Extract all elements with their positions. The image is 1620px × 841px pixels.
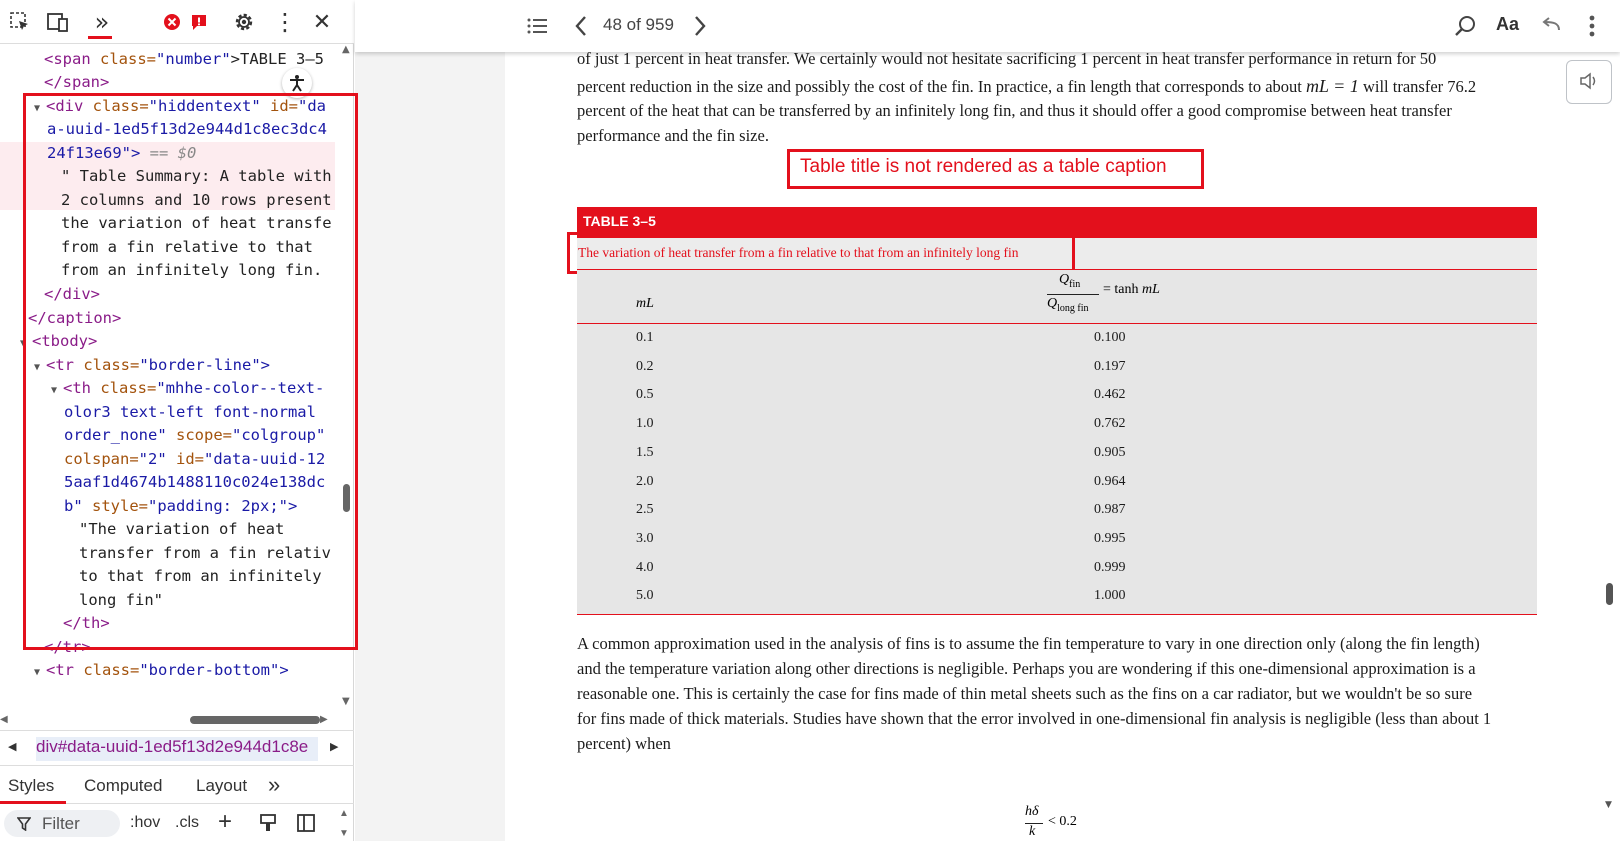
reader-scrollbar-thumb[interactable] bbox=[1606, 583, 1613, 605]
dom-line[interactable]: transfer from a fin relativ bbox=[79, 544, 331, 562]
scroll-left-arrow-icon[interactable]: ◀ bbox=[0, 714, 8, 725]
back-arrow-icon[interactable] bbox=[1541, 16, 1561, 34]
dom-tree-horizontal-scrollbar[interactable] bbox=[0, 713, 340, 727]
cell-ml-value: 0.1 bbox=[636, 330, 654, 345]
font-settings-button[interactable]: Aa bbox=[1496, 14, 1520, 34]
dom-line[interactable]: to that from an infinitely bbox=[79, 567, 322, 585]
cell-ratio-value: 0.964 bbox=[1094, 473, 1126, 489]
active-tab-underline bbox=[88, 36, 112, 39]
toggle-sidebar-icon[interactable] bbox=[296, 813, 316, 833]
dom-line[interactable]: ▼ <th class="mhhe-color--text- bbox=[51, 379, 325, 397]
table-row bbox=[577, 381, 1537, 410]
dom-annotation-box bbox=[23, 93, 358, 650]
page-gutter bbox=[355, 52, 505, 841]
styles-scroll-up-icon[interactable]: ▲ bbox=[339, 808, 349, 819]
annotation-label: Table title is not rendered as a table caption bbox=[800, 156, 1167, 177]
dom-line[interactable]: </tr> bbox=[44, 638, 91, 656]
speaker-icon bbox=[1579, 72, 1599, 90]
table-row bbox=[577, 324, 1537, 353]
dom-line[interactable]: from an infinitely long fin. bbox=[61, 261, 323, 279]
breadcrumb-right-arrow-icon[interactable]: ▶ bbox=[330, 741, 339, 753]
dom-line[interactable]: 5aaf1d4674b1488110c024e138dc bbox=[64, 473, 326, 491]
dom-line[interactable]: 2 columns and 10 rows present bbox=[61, 191, 332, 209]
search-icon[interactable] bbox=[1453, 14, 1477, 38]
cell-ml-value: 1.5 bbox=[636, 444, 654, 460]
horizontal-scrollbar-thumb[interactable] bbox=[190, 716, 320, 724]
caption-annotation-box bbox=[567, 232, 1075, 274]
cell-ratio-value: 0.462 bbox=[1094, 387, 1126, 403]
body-text-line: performance and the fin size. bbox=[577, 126, 769, 145]
cell-ratio-value: 0.100 bbox=[1094, 330, 1126, 345]
dom-line[interactable]: ▼ <tr class="border-line"> bbox=[34, 356, 270, 374]
cell-ml-value: 0.5 bbox=[636, 387, 654, 403]
dom-line[interactable]: </span> bbox=[44, 73, 110, 91]
body-text-line: of just 1 percent in heat transfer. We certainly would not hesitate sacrificing 1 percent in heat transfer performance in return for 50 bbox=[577, 52, 1437, 68]
read-aloud-button[interactable] bbox=[1566, 60, 1612, 104]
reader-scroll-down-icon[interactable]: ▼ bbox=[1605, 800, 1612, 810]
cell-ratio-value: 0.762 bbox=[1094, 416, 1126, 432]
body-text-line: percent) when bbox=[577, 734, 671, 753]
styles-pane-tabs bbox=[0, 768, 354, 804]
body-text-line: for fins made of thick materials. Studies have shown that the error involved in one-dimensional fin analysis is negligible (less than about 1 bbox=[577, 709, 1492, 728]
cell-ml-value: 0.2 bbox=[636, 358, 654, 374]
dom-line[interactable]: the variation of heat transfe bbox=[61, 214, 332, 232]
table-row bbox=[577, 554, 1537, 583]
scroll-right-arrow-icon[interactable]: ▶ bbox=[320, 714, 328, 725]
cell-ratio-value: 0.995 bbox=[1094, 530, 1126, 546]
table-row bbox=[577, 410, 1537, 439]
element-breadcrumb-bar bbox=[0, 730, 354, 766]
dom-line[interactable]: <span class="number">TABLE 3–5 bbox=[44, 50, 324, 68]
table-caption: The variation of heat transfer from a fin relative to that from an infinitely long fin bbox=[578, 245, 1019, 260]
styles-filter-bar bbox=[0, 806, 354, 841]
dom-line[interactable]: long fin" bbox=[79, 591, 163, 609]
tab-styles[interactable]: Styles bbox=[8, 776, 55, 795]
breadcrumb[interactable]: div#data-uuid-1ed5f13d2e944d1c8e bbox=[36, 737, 318, 761]
dom-line[interactable]: "The variation of heat bbox=[79, 520, 285, 538]
tab-computed[interactable]: Computed bbox=[84, 776, 163, 795]
paint-brush-icon[interactable] bbox=[258, 813, 278, 833]
dom-line[interactable]: a-uuid-1ed5f13d2e944d1c8ec3dc4 bbox=[47, 120, 327, 138]
filter-funnel-icon bbox=[17, 817, 31, 831]
dom-line[interactable]: </div> bbox=[44, 285, 100, 303]
dom-line[interactable]: order_none" scope="colgroup" bbox=[64, 426, 326, 444]
hov-toggle[interactable]: :hov bbox=[130, 814, 161, 831]
table-row bbox=[577, 439, 1537, 468]
scroll-up-arrow-icon[interactable]: ▲ bbox=[342, 44, 350, 55]
cell-ml-value: 4.0 bbox=[636, 559, 654, 575]
dom-line[interactable]: from a fin relative to that bbox=[61, 238, 313, 256]
previous-page-icon[interactable] bbox=[574, 15, 588, 37]
tab-layout[interactable]: Layout bbox=[196, 776, 248, 795]
table-label: TABLE 3–5 bbox=[583, 213, 656, 229]
dom-line[interactable]: ▼ <tr class="border-bottom"> bbox=[34, 661, 289, 679]
table-column-header bbox=[577, 270, 1537, 324]
dom-line[interactable]: olor3 text-left font-normal bbox=[64, 403, 316, 421]
column-header-tanh: = tanh mL bbox=[1103, 282, 1160, 297]
body-text-line: and the temperature variation along other directions is negligible. Perhaps you are wondering if this one-dimensional approximation is a bbox=[577, 659, 1476, 678]
kebab-menu-icon[interactable] bbox=[1588, 14, 1596, 38]
cell-ratio-value: 0.987 bbox=[1094, 502, 1126, 518]
dom-line[interactable]: </caption> bbox=[28, 309, 122, 327]
more-subtabs-icon[interactable]: » bbox=[268, 772, 281, 797]
dom-line[interactable]: ▼ <div class="hiddentext" id="da bbox=[34, 97, 326, 115]
device-toolbar-icon[interactable] bbox=[44, 8, 72, 36]
active-subtab-underline bbox=[0, 801, 66, 804]
table-of-contents-icon[interactable] bbox=[527, 17, 547, 35]
page-indicator: 48 of 959 bbox=[603, 15, 674, 34]
scroll-down-arrow-icon[interactable]: ▼ bbox=[342, 696, 350, 707]
kebab-menu-icon[interactable]: ⋮ bbox=[273, 8, 297, 36]
body-text-line: percent reduction in the size and possibly the cost of the fin. In practice, a fin length that corresponds to about mL = 1 will transfer 76.2 bbox=[577, 76, 1477, 96]
dom-line[interactable]: 24f13e69"> == $0 bbox=[47, 144, 197, 162]
body-text-line: A common approximation used in the analysis of fins is to assume the fin temperature to vary in one direction only (along the fin length) bbox=[577, 634, 1480, 653]
cell-ml-value: 2.5 bbox=[636, 502, 654, 518]
devtools-panel bbox=[0, 0, 354, 841]
table-row bbox=[577, 468, 1537, 497]
cell-ratio-value: 0.905 bbox=[1094, 444, 1126, 460]
dom-line[interactable]: " Table Summary: A table with bbox=[61, 167, 332, 185]
cell-ml-value: 2.0 bbox=[636, 473, 654, 489]
reader-toolbar bbox=[355, 0, 1620, 52]
cell-ml-value: 3.0 bbox=[636, 530, 654, 546]
new-style-rule-icon[interactable]: + bbox=[218, 808, 233, 835]
table-row bbox=[577, 525, 1537, 554]
table-row bbox=[577, 353, 1537, 382]
error-icon[interactable] bbox=[158, 8, 186, 36]
cell-ratio-value: 1.000 bbox=[1094, 588, 1126, 604]
breadcrumb-left-arrow-icon[interactable]: ◀ bbox=[8, 741, 17, 753]
table-row bbox=[577, 582, 1537, 611]
dom-line[interactable]: b" style="padding: 2px;"> bbox=[64, 497, 298, 515]
inequality-equation: hδ k < 0.2 bbox=[1025, 804, 1077, 839]
table-body bbox=[577, 324, 1537, 615]
cell-ratio-value: 0.197 bbox=[1094, 358, 1126, 374]
body-text-line: reasonable one. This is certainly the case for fins made of thin metal sheets such as the fins on a car radiator, but we wouldn't be so sure bbox=[577, 684, 1473, 703]
column-header-ml: mL bbox=[636, 296, 654, 311]
next-page-icon[interactable] bbox=[693, 15, 707, 37]
body-text-line: percent of the heat that can be transferred by an infinitely long fin, and thus it should offer a good compromise between heat transfer bbox=[577, 101, 1452, 120]
issue-icon[interactable] bbox=[185, 8, 213, 36]
dom-line[interactable]: </th> bbox=[63, 614, 110, 632]
table-row bbox=[577, 496, 1537, 525]
filter-input[interactable]: Filter bbox=[4, 810, 120, 837]
close-icon[interactable]: ✕ bbox=[312, 9, 332, 35]
cell-ml-value: 1.0 bbox=[636, 416, 654, 432]
dom-line[interactable]: colspan="2" id="data-uuid-12 bbox=[64, 450, 326, 468]
devtools-toolbar bbox=[0, 0, 354, 44]
dom-line[interactable]: ▼ <tbody> bbox=[20, 332, 98, 350]
column-header-ratio: $Q_{fin}$ $Q_{long fin}$ bbox=[1047, 272, 1117, 320]
cls-toggle[interactable]: .cls bbox=[175, 814, 199, 831]
more-tabs-icon[interactable]: » bbox=[94, 8, 110, 36]
styles-scroll-down-icon[interactable]: ▼ bbox=[339, 828, 349, 839]
cell-ratio-value: 0.999 bbox=[1094, 559, 1126, 575]
inspect-element-icon[interactable] bbox=[6, 8, 34, 36]
settings-icon[interactable] bbox=[230, 8, 258, 36]
reader-content bbox=[355, 52, 1620, 841]
cell-ml-value: 5.0 bbox=[636, 588, 654, 604]
